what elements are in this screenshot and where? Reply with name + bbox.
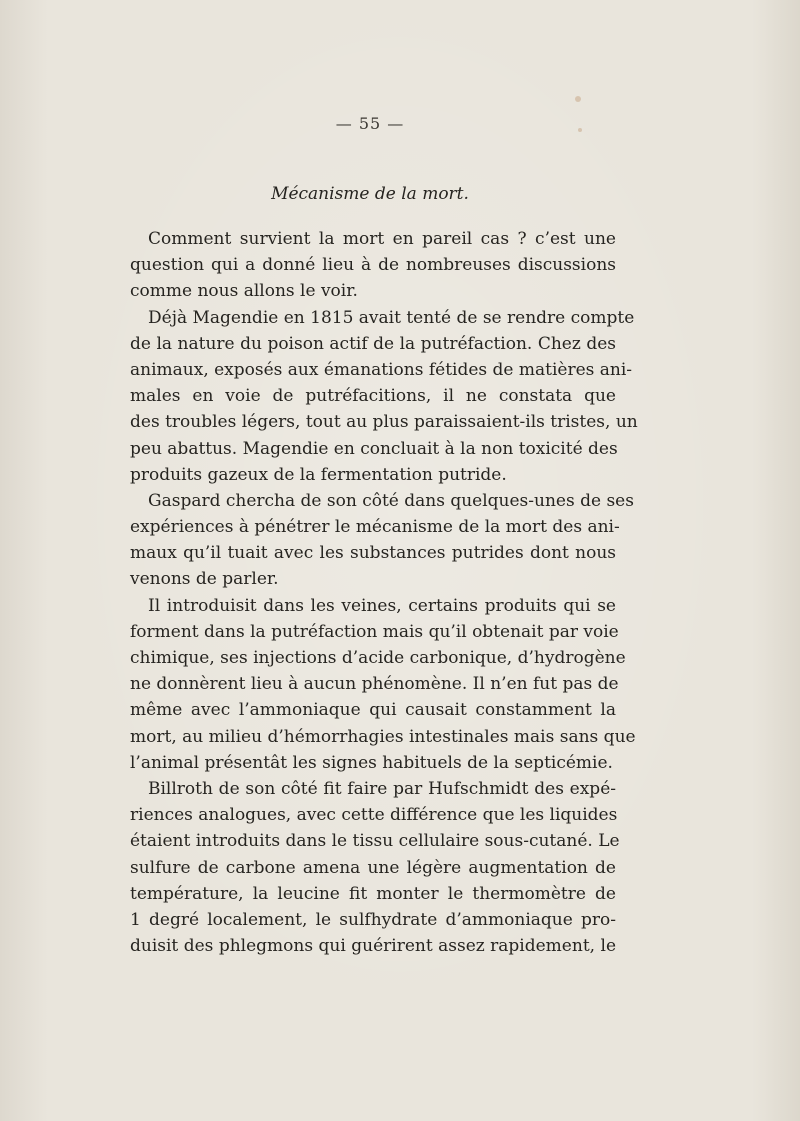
text-line: males en voie de putréfacitions, il ne constata que [130,386,616,407]
text-line: chimique, ses injections d’acide carbonique, d’hydrogène [130,648,626,668]
text-line: riences analogues, avec cette différence que les liquides [130,805,618,826]
text-line: forment dans la putréfaction mais qu’il obtenait par voie [130,621,619,642]
text-line: animaux, exposés aux émanations fétides de matières ani- [130,359,633,380]
text-line: Déjà Magendie en 1815 avait tenté de se rendre compte [148,307,635,328]
text-line: étaient introduits dans le tissu cellulaire sous-cutané. Le [130,831,620,852]
text-line: des troubles légers, tout au plus paraissaient-ils tristes, un [130,412,638,433]
text-line: de la nature du poison actif de la putréfaction. Chez des [130,333,616,354]
text-line: ne donnèrent lieu à aucun phénomène. Il n’en fut pas de [130,674,619,695]
text-line: température, la leucine fit monter le thermomètre de [130,883,616,904]
text-line: Billroth de son côté fit faire par Hufschmidt des expé- [148,778,616,799]
text-line: expériences à pénétrer le mécanisme de la mort des ani- [130,517,620,538]
text-line: comme nous allons le voir. [130,281,358,302]
text-line: Comment survient la mort en pareil cas ? c’est une [148,229,616,249]
page-number: — 55 — [335,114,405,133]
text-line: 1 degré localement, le sulfhydrate d’ammoniaque pro- [130,909,616,930]
text-line: mort, au milieu d’hémorrhagies intestinales mais sans que [130,726,636,747]
section-title: Mécanisme de la mort. [271,184,469,204]
text-line: question qui a donné lieu à de nombreuses discussions [130,255,616,276]
text-line: même avec l’ammoniaque qui causait constamment la [130,700,616,721]
text-line: Il introduisit dans les veines, certains produits qui se [148,595,616,616]
text-line: produits gazeux de la fermentation putride. [130,464,507,485]
text-line: peu abattus. Magendie en concluait à la non toxicité des [130,438,618,459]
paper-stain [575,96,581,102]
text-line: l’animal présentât les signes habituels de la septicémie. [130,752,613,773]
text-line: sulfure de carbone amena une légère augmentation de [130,857,616,878]
body-text [130,226,638,959]
text-line: Gaspard chercha de son côté dans quelques-unes de ses [148,490,634,511]
text-line: maux qu’il tuait avec les substances putrides dont nous [130,543,616,564]
text-line: venons de parler. [130,569,279,590]
text-line: duisit des phlegmons qui guérirent assez rapidement, le [130,936,616,957]
